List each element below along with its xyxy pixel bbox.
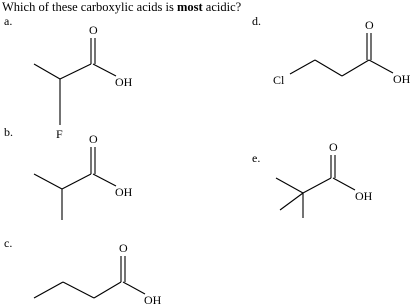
structure-a-hydroxyl: OH <box>115 75 133 89</box>
question-emphasis: most <box>176 0 203 14</box>
structure-a <box>34 23 133 141</box>
structure-c-hydroxyl: OH <box>144 293 162 306</box>
structure-d-hydroxyl: OH <box>393 72 411 86</box>
structure-b-oxygen: O <box>89 132 98 146</box>
option-a-label: a. <box>4 14 13 28</box>
structure-c <box>34 241 162 306</box>
structure-a-fluorine: F <box>56 127 63 141</box>
structure-d-chlorine: Cl <box>273 73 285 87</box>
structure-d <box>273 18 411 87</box>
structure-b-hydroxyl: OH <box>115 185 133 199</box>
option-e-label: e. <box>252 151 261 165</box>
structure-b <box>34 132 133 220</box>
option-d-label: d. <box>252 14 261 28</box>
option-c-label: c. <box>4 236 13 250</box>
structure-c-oxygen: O <box>119 241 128 255</box>
question-suffix: acidic? <box>202 0 242 14</box>
structure-d-oxygen: O <box>365 18 374 32</box>
question-prefix: Which of these carboxylic acids is <box>2 0 177 14</box>
structure-e-oxygen: O <box>329 140 338 154</box>
structure-a-oxygen: O <box>89 23 98 37</box>
structure-e-hydroxyl: OH <box>355 189 373 203</box>
structure-e <box>276 140 373 218</box>
option-b-label: b. <box>4 125 13 139</box>
